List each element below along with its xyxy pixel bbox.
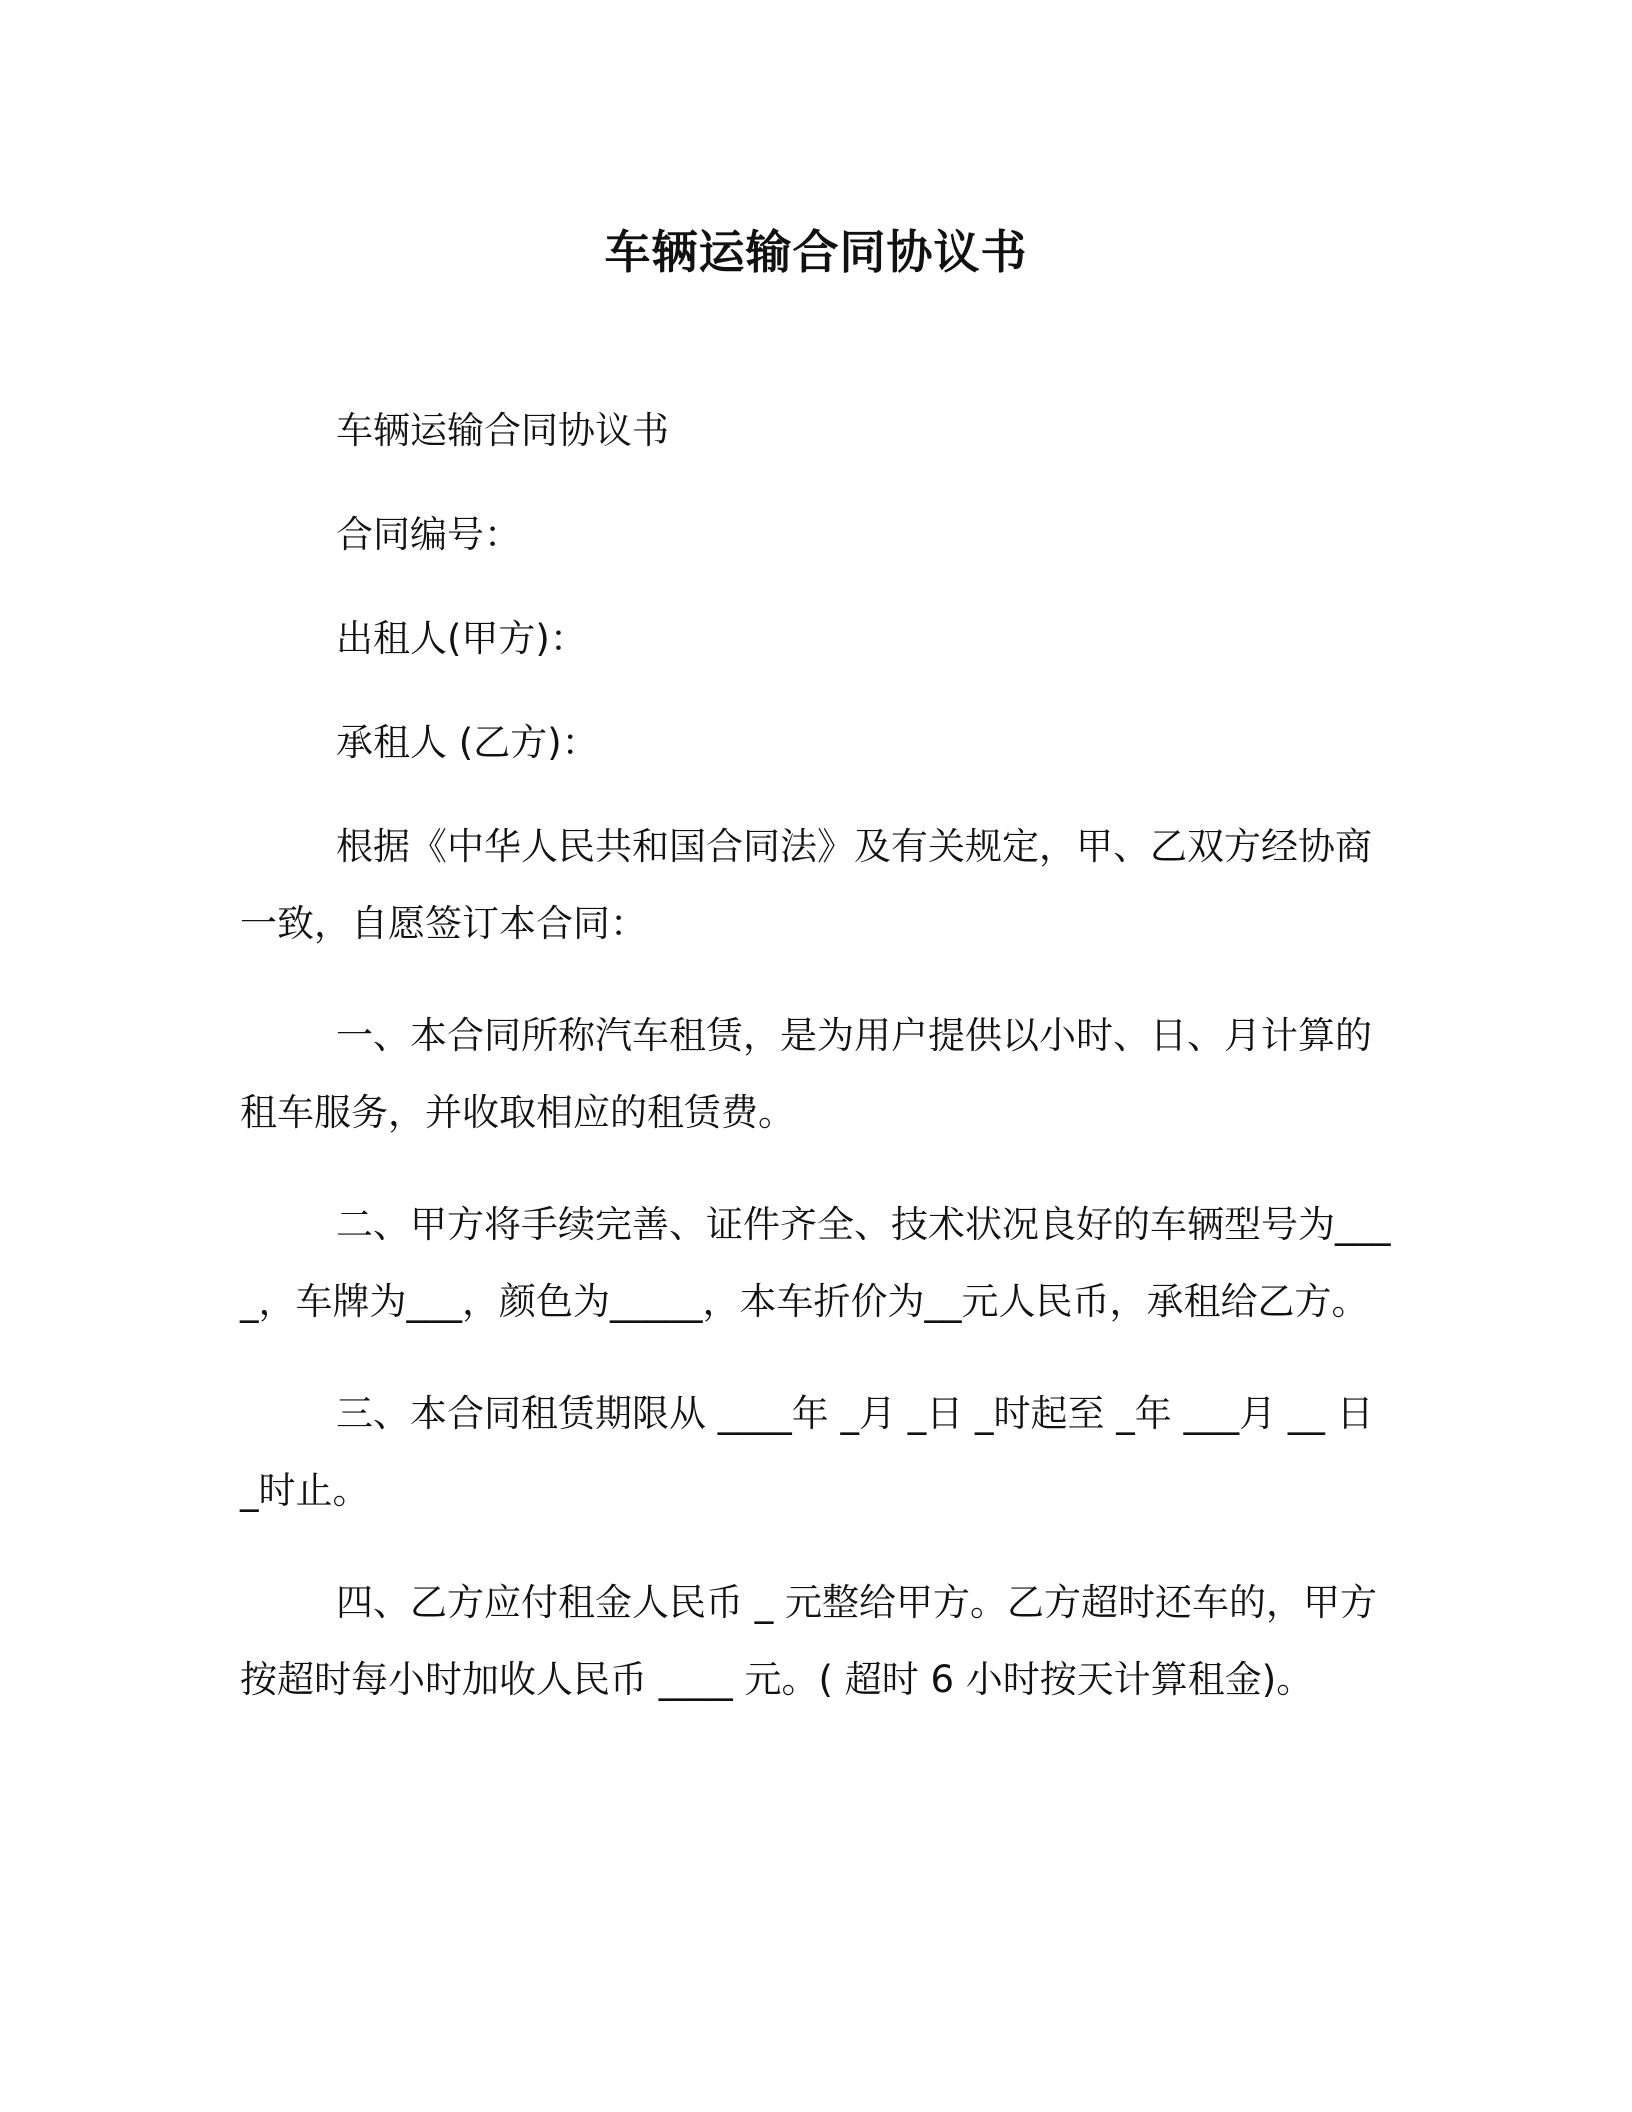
paragraph-preamble: 根据《中华人民共和国合同法》及有关规定，甲、乙双方经协商一致，自愿签订本合同： bbox=[240, 825, 1372, 945]
paragraph-clause-4: 四、乙方应付租金人民币 _ 元整给甲方。乙方超时还车的，甲方按超时每小时加收人民币 ____ 元。( 超时 6 小时按天计算租金)。 bbox=[240, 1581, 1378, 1701]
paragraph-lessor: 出租人(甲方)： bbox=[336, 617, 587, 660]
document-title: 车辆运输合同协议书 bbox=[604, 225, 1028, 279]
paragraph-clause-2: 二、甲方将手续完善、证件齐全、技术状况良好的车辆型号为____，车牌为___，颜色为_____，本车折价为__元人民币，承租给乙方。 bbox=[240, 1203, 1391, 1323]
paragraph-contract-number: 合同编号： bbox=[336, 513, 521, 556]
document-body bbox=[240, 392, 1392, 1718]
paragraph-clause-1: 一、本合同所称汽车租赁，是为用户提供以小时、日、月计算的租车服务，并收取相应的租赁费。 bbox=[240, 1014, 1372, 1134]
paragraph-clause-3: 三、本合同租赁期限从 ____年 _月 _日 _时起至 _年 ___月 __ 日 _时止。 bbox=[240, 1392, 1374, 1512]
paragraph-lessee: 承租人 (乙方)： bbox=[336, 721, 599, 764]
paragraph-heading: 车辆运输合同协议书 bbox=[336, 409, 669, 452]
